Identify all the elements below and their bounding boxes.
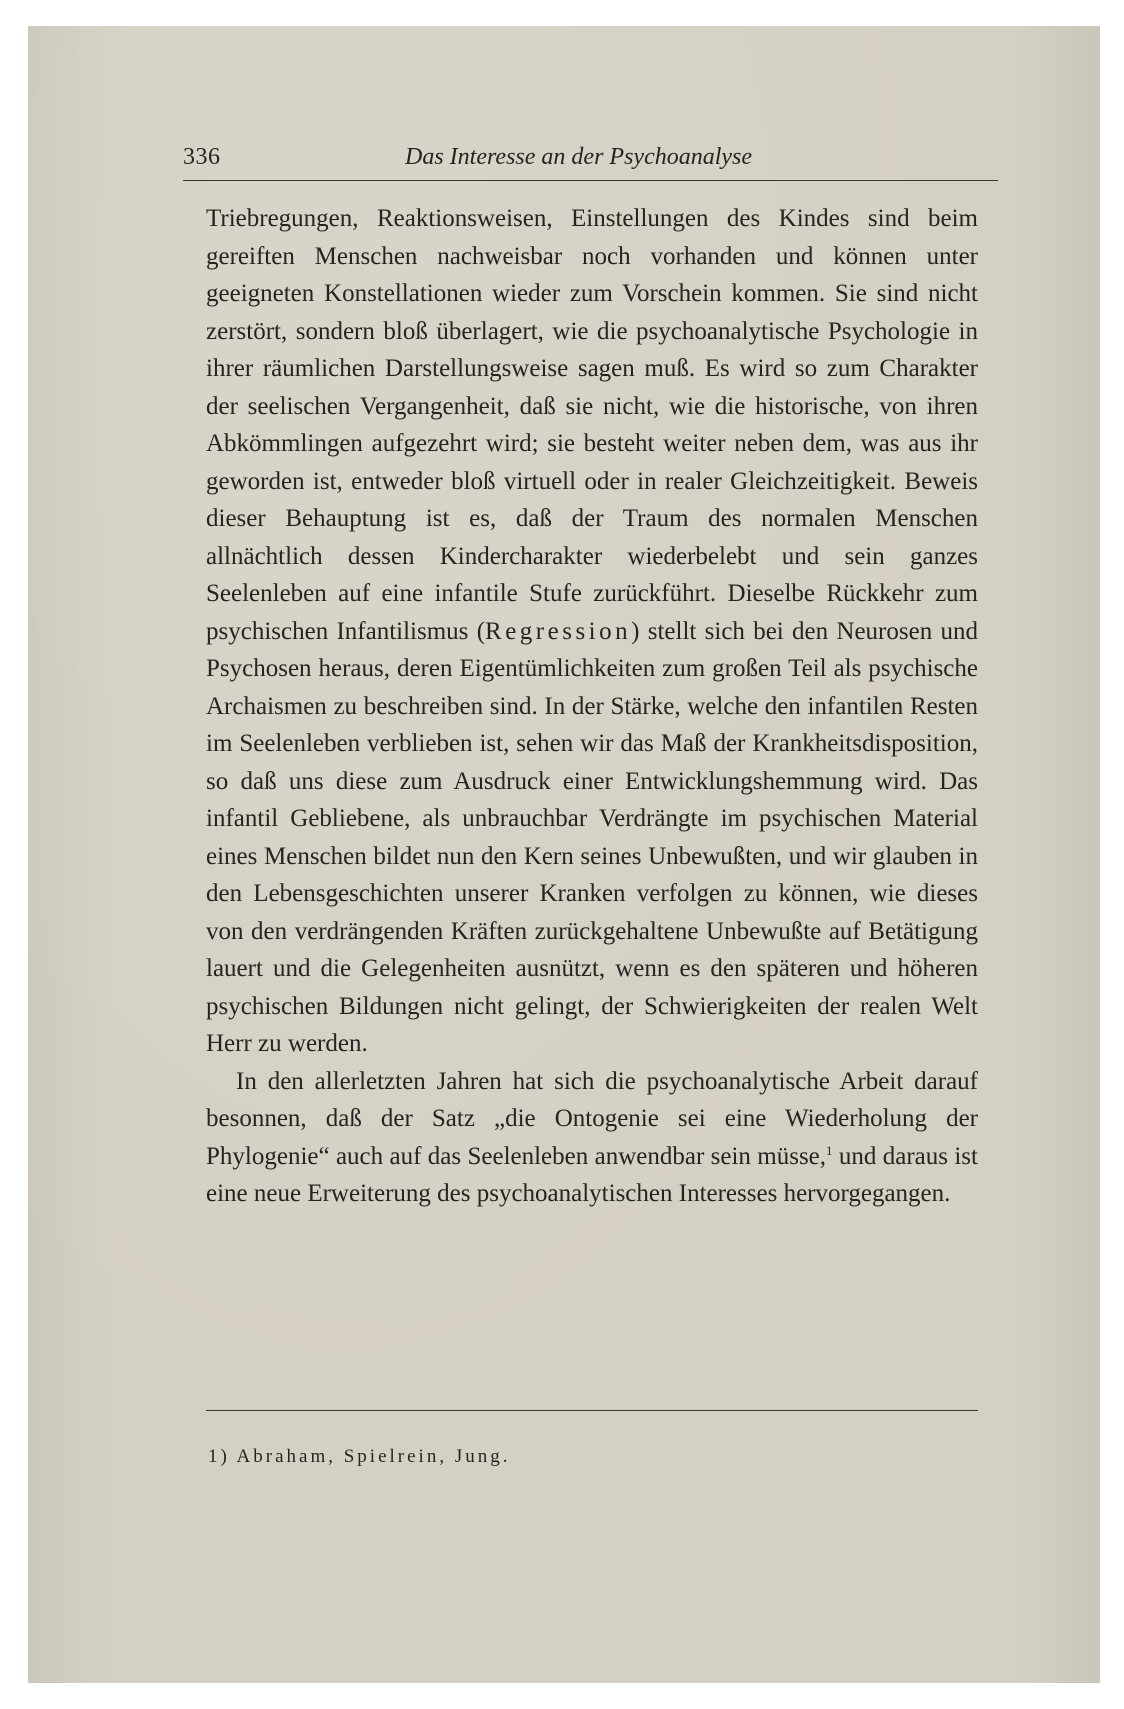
paragraph-2-text-a: In den allerletzten Jahren hat sich die psychoanalytische Arbeit darauf besonnen, daß der Satz „die Ontogenie sei eine Wiederholung der Phylogenie“ auch auf das Seelenleben anwendbar sein müsse, [206, 1067, 978, 1170]
running-title: Das Interesse an der Psychoanalyse [405, 144, 753, 170]
page-header [183, 142, 998, 181]
footnote-divider [206, 1410, 978, 1411]
paragraph-2-text-b: und daraus ist eine neue Erweiterung des psychoanalytischen Interesses hervorgegangen. [206, 1142, 978, 1207]
paragraph-2 [206, 1063, 978, 1213]
body-text [206, 200, 978, 1213]
footnote: 1) Abraham, Spielrein, Jung. [208, 1446, 511, 1467]
paragraph-1-text-b: ) stellt sich bei den Neurosen und Psychosen heraus, deren Eigentümlichkeiten zum großen Teil als psychische Archaismen zu beschreiben sind. In der Stärke, welche den infantilen Resten im Seelenleben verblieben ist, sehen wir das Maß der Krankheitsdisposition, so daß uns diese zum Ausdruck einer Entwicklungshemmung wird. Das infantil Gebliebene, als unbrauchbar Verdrängte im psychischen Material eines Menschen bildet nun den Kern seines Unbewußten, und wir glauben in den Lebensgeschichten unserer Kranken verfolgen zu können, wie dieses von den verdrängenden Kräften zurückgehaltene Unbewußte auf Betätigung lauert und die Gelegenheiten ausnützt, wenn es den späteren und höheren psychischen Bildungen nicht gelingt, der Schwierigkeiten der realen Welt Herr zu werden. [206, 617, 978, 1057]
page-number: 336 [183, 144, 221, 170]
paragraph-1-text-a: Triebregungen, Reaktionsweisen, Einstellungen des Kindes sind beim gereiften Menschen nachweisbar noch vorhanden und können unter geeigneten Konstellationen wieder zum Vorschein kommen. Sie sind nicht zerstört, sondern bloß überlagert, wie die psychoanalytische Psychologie in ihrer räumlichen Darstellungsweise sagen muß. Es wird so zum Charakter der seelischen Vergangenheit, daß sie nicht, wie die historische, von ihren Abkömmlingen aufgezehrt wird; sie besteht weiter neben dem, was aus ihr geworden ist, entweder bloß virtuell oder in realer Gleichzeitigkeit. Beweis dieser Behauptung ist es, daß der Traum des normalen Menschen allnächtlich dessen Kindercharakter wiederbelebt und sein ganzes Seelenleben auf eine infantile Stufe zurückführt. Dieselbe Rückkehr zum psychischen Infantilismus ( [206, 205, 978, 645]
paragraph-1 [206, 200, 978, 1063]
book-page [28, 26, 1100, 1683]
footnote-marker: 1 [826, 1142, 833, 1158]
emphasis-regression: Regression [485, 617, 632, 645]
